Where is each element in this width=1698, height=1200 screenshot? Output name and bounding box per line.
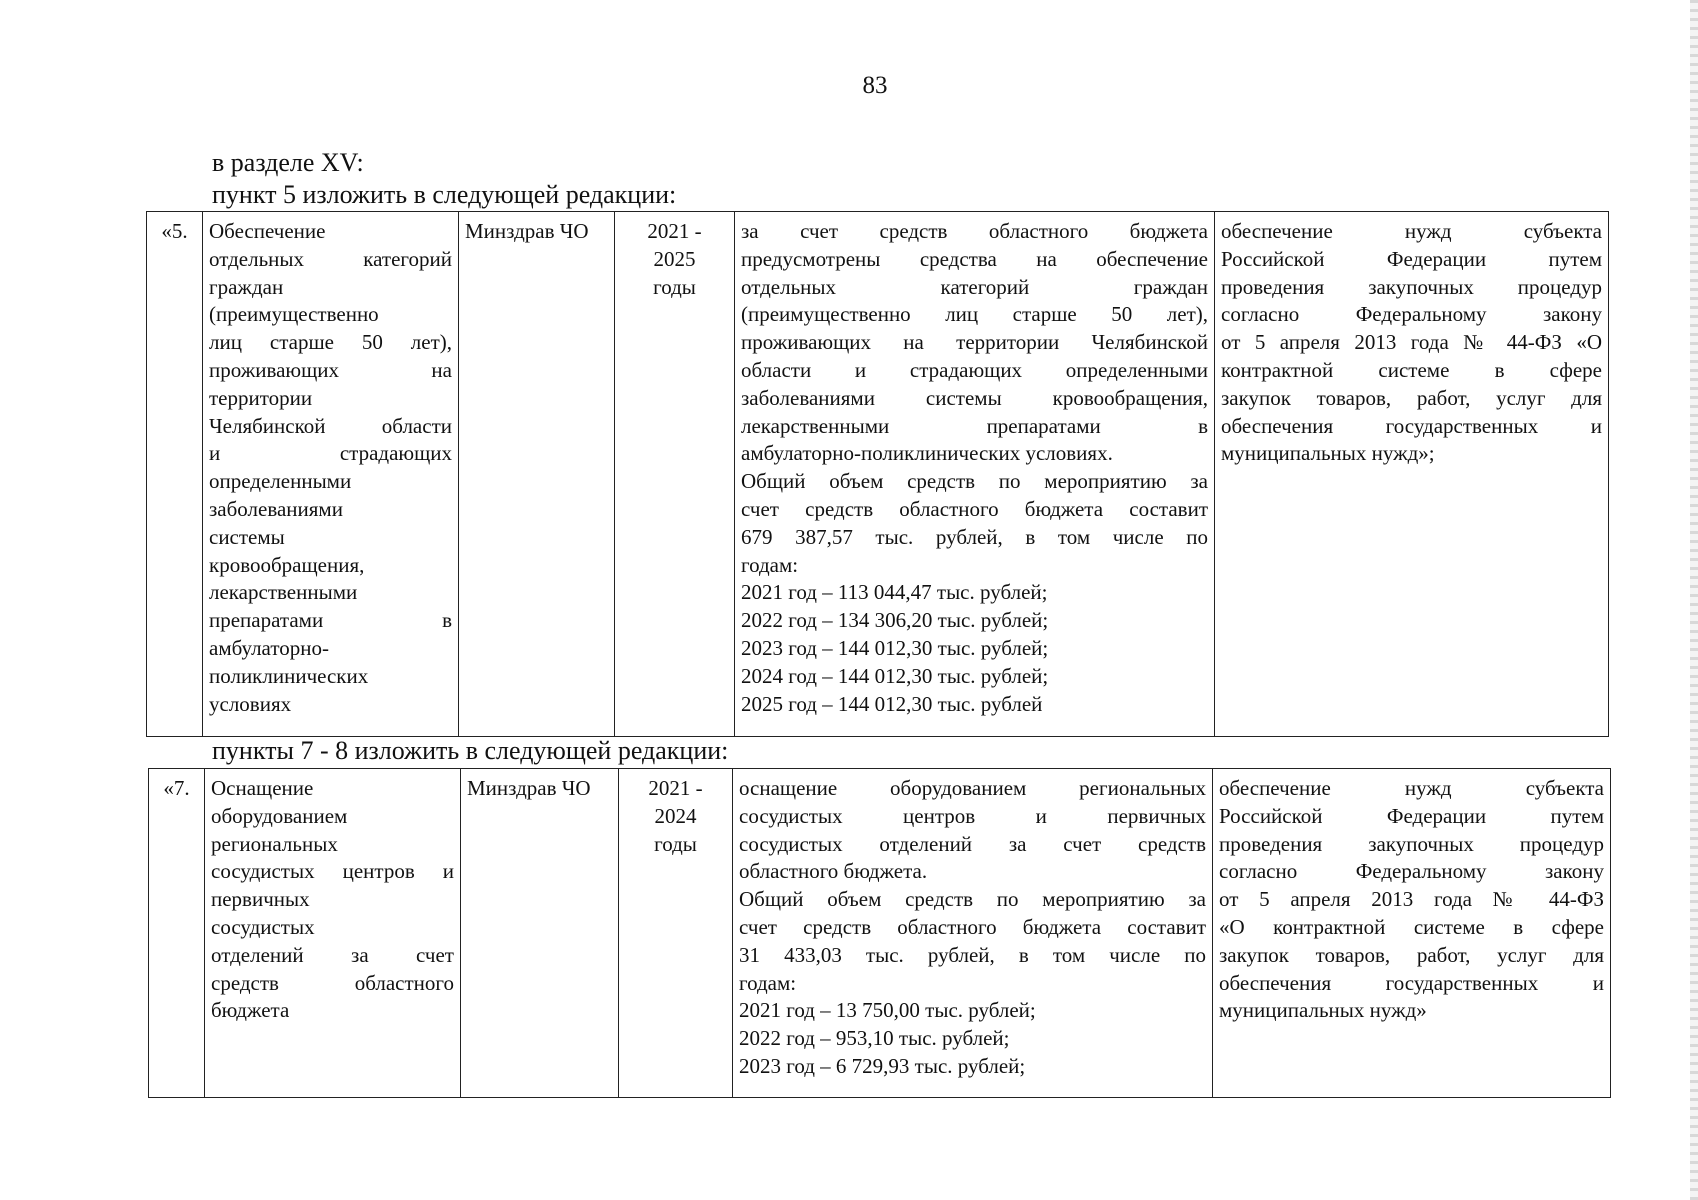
period bbox=[621, 218, 728, 301]
text-line: 2023 год – 6 729,93 тыс. рублей; bbox=[739, 1053, 1026, 1078]
text-line: обеспечение нужд субъекта bbox=[1221, 219, 1602, 243]
text-line: лиц старше 50 лет), bbox=[209, 330, 452, 355]
text-line: от 5 апреля 2013 года № 44-ФЗ bbox=[1219, 887, 1604, 912]
text-line: 2021 год – 113 044,47 тыс. рублей; bbox=[741, 580, 1048, 605]
text-line: первичных bbox=[211, 887, 310, 912]
text-line: муниципальных нужд» bbox=[1219, 998, 1427, 1023]
item-number: «5. bbox=[147, 212, 203, 737]
text-line: счет средств областного бюджета составит bbox=[741, 496, 1208, 521]
text-line: сосудистых отделений за счет средств bbox=[739, 831, 1206, 856]
section-heading: в разделе XV: bbox=[212, 148, 364, 177]
text-line: от 5 апреля 2013 года № 44-ФЗ «О bbox=[1221, 330, 1602, 355]
text-line: оснащение оборудованием региональных bbox=[739, 776, 1206, 800]
period-cell bbox=[615, 212, 735, 737]
text-line: годам: bbox=[741, 552, 799, 577]
text-line: Обеспечение bbox=[209, 219, 326, 243]
text-line: «О контрактной системе в сфере bbox=[1219, 914, 1604, 939]
executor-cell bbox=[461, 769, 619, 1098]
executor-cell bbox=[459, 212, 615, 737]
table-row bbox=[147, 212, 1609, 737]
result-cell bbox=[1215, 212, 1609, 737]
text-line: кровообращения, bbox=[209, 552, 365, 577]
text-line: граждан bbox=[209, 274, 284, 299]
text-line: проведения закупочных процедур bbox=[1219, 831, 1604, 856]
text-line: годам: bbox=[739, 970, 797, 995]
text-line: заболеваниями системы кровообращения, bbox=[741, 385, 1208, 410]
text-line: (преимущественно лиц старше 50 лет), bbox=[741, 302, 1208, 327]
executor: Минздрав ЧО bbox=[465, 219, 589, 243]
measure-name bbox=[211, 775, 454, 1025]
text-line: годы bbox=[653, 274, 696, 299]
text-line: и страдающих bbox=[209, 441, 452, 466]
text-line: бюджета bbox=[211, 998, 290, 1023]
text-line: областного бюджета. bbox=[739, 859, 928, 884]
text-line: годы bbox=[654, 831, 697, 856]
text-line: 2022 год – 134 306,20 тыс. рублей; bbox=[741, 608, 1049, 633]
text-line: лекарственными bbox=[209, 580, 358, 605]
text-line: 679 387,57 тыс. рублей, в том числе по bbox=[741, 524, 1208, 549]
text-line: средств областного bbox=[211, 970, 454, 995]
text-line: Челябинской области bbox=[209, 413, 452, 438]
item5-intro: пункт 5 изложить в следующей редакции: bbox=[212, 180, 677, 209]
text-line: оборудованием bbox=[211, 803, 348, 828]
text-line: отдельных категорий граждан bbox=[741, 274, 1208, 299]
text-line: территории bbox=[209, 385, 313, 410]
text-line: лекарственными препаратами в bbox=[741, 413, 1208, 438]
text-line: за счет средств областного бюджета bbox=[741, 219, 1208, 243]
text-line: контрактной системе в сфере bbox=[1221, 357, 1602, 382]
period bbox=[625, 775, 726, 858]
text-line: 2023 год – 144 012,30 тыс. рублей; bbox=[741, 635, 1049, 660]
text-line: амбулаторно-поликлинических условиях. bbox=[741, 441, 1113, 466]
measures-table-item5 bbox=[146, 211, 1609, 737]
text-line: 2021 - bbox=[648, 776, 703, 800]
text-line: проживающих на bbox=[209, 357, 452, 382]
text-line: согласно Федеральному закону bbox=[1219, 859, 1604, 884]
text-line: (преимущественно bbox=[209, 302, 379, 327]
text-line: условиях bbox=[209, 691, 292, 716]
text-line: закупок товаров, работ, услуг для bbox=[1219, 942, 1604, 967]
text-line: Оснащение bbox=[211, 776, 314, 800]
expected-result bbox=[1221, 218, 1602, 468]
table-row bbox=[149, 769, 1611, 1098]
text-line: 2022 год – 953,10 тыс. рублей; bbox=[739, 1026, 1010, 1051]
text-line: поликлинических bbox=[209, 663, 369, 688]
text-line: обеспечения государственных и bbox=[1221, 413, 1602, 438]
text-line: сосудистых bbox=[211, 914, 315, 939]
text-line: 31 433,03 тыс. рублей, в том числе по bbox=[739, 942, 1206, 967]
result-cell bbox=[1213, 769, 1611, 1098]
text-line: обеспечение нужд субъекта bbox=[1219, 776, 1604, 800]
text-line: Общий объем средств по мероприятию за bbox=[739, 887, 1206, 912]
text-line: обеспечения государственных и bbox=[1219, 970, 1604, 995]
text-line: муниципальных нужд»; bbox=[1221, 441, 1435, 466]
text-line: отделений за счет bbox=[211, 942, 454, 967]
page-number: 83 bbox=[862, 72, 888, 99]
measure-name bbox=[209, 218, 452, 718]
measure-name-cell bbox=[203, 212, 459, 737]
text-line: препаратами в bbox=[209, 608, 452, 633]
text-line: сосудистых центров и bbox=[211, 859, 454, 884]
text-line: 2025 bbox=[653, 246, 696, 271]
text-line: региональных bbox=[211, 831, 338, 856]
text-line: Общий объем средств по мероприятию за bbox=[741, 469, 1208, 494]
text-line: определенными bbox=[209, 469, 352, 494]
text-line: проведения закупочных процедур bbox=[1221, 274, 1602, 299]
text-line: отдельных категорий bbox=[209, 246, 452, 271]
item-number: «7. bbox=[149, 769, 205, 1098]
text-line: согласно Федеральному закону bbox=[1221, 302, 1602, 327]
measures-table-item7 bbox=[148, 768, 1611, 1098]
text-line: 2021 год – 13 750,00 тыс. рублей; bbox=[739, 998, 1036, 1023]
text-line: 2021 - bbox=[647, 219, 702, 243]
items78-intro: пункты 7 - 8 изложить в следующей редакции: bbox=[212, 736, 729, 765]
scan-edge-artifact bbox=[1690, 0, 1698, 1200]
text-line: счет средств областного бюджета составит bbox=[739, 914, 1206, 939]
description bbox=[739, 775, 1206, 1081]
period-cell bbox=[619, 769, 733, 1098]
text-line: 2024 bbox=[654, 803, 697, 828]
executor: Минздрав ЧО bbox=[467, 776, 591, 800]
text-line: Российской Федерации путем bbox=[1219, 803, 1604, 828]
text-line: системы bbox=[209, 524, 285, 549]
text-line: заболеваниями bbox=[209, 496, 343, 521]
text-line: Российской Федерации путем bbox=[1221, 246, 1602, 271]
text-line: предусмотрены средства на обеспечение bbox=[741, 246, 1208, 271]
text-line: области и страдающих определенными bbox=[741, 357, 1208, 382]
text-line: сосудистых центров и первичных bbox=[739, 803, 1206, 828]
text-line: проживающих на территории Челябинской bbox=[741, 330, 1208, 355]
text-line: 2024 год – 144 012,30 тыс. рублей; bbox=[741, 663, 1049, 688]
measure-name-cell bbox=[205, 769, 461, 1098]
description-cell bbox=[733, 769, 1213, 1098]
description bbox=[741, 218, 1208, 718]
text-line: амбулаторно- bbox=[209, 635, 329, 660]
text-line: закупок товаров, работ, услуг для bbox=[1221, 385, 1602, 410]
expected-result bbox=[1219, 775, 1604, 1025]
text-line: 2025 год – 144 012,30 тыс. рублей bbox=[741, 691, 1043, 716]
description-cell bbox=[735, 212, 1215, 737]
